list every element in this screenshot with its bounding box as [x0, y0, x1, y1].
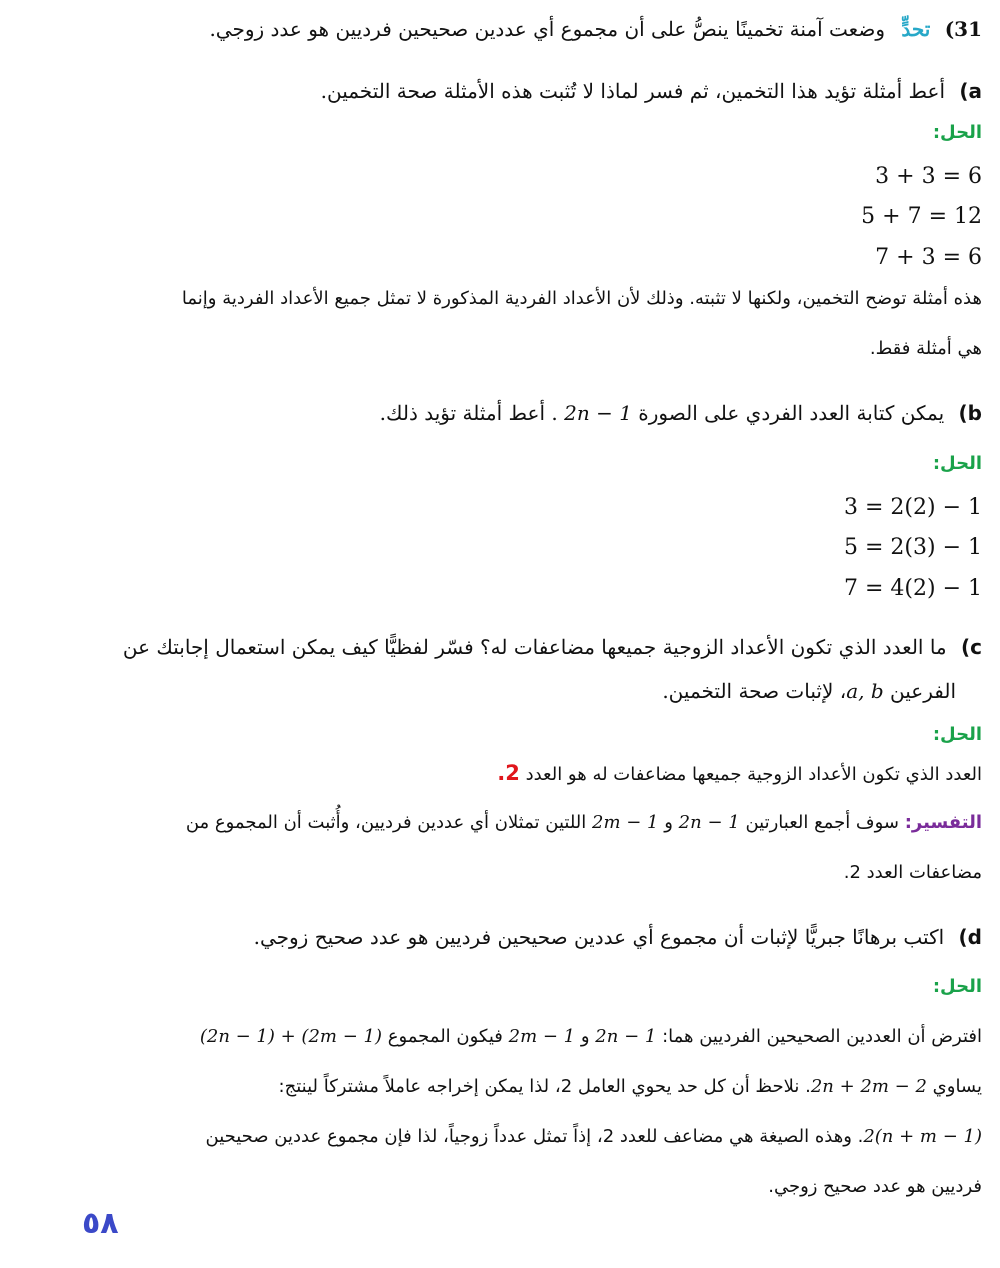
part-d-line-1-and: و: [580, 1026, 590, 1047]
part-a-equation-3: 7 + 3 = 6: [875, 245, 982, 270]
part-a-equation-2: 5 + 7 = 12: [861, 204, 982, 229]
part-c-line-2-expression: a, b: [846, 679, 884, 703]
part-a-explanation-line-2: هي أمثلة فقط.: [869, 338, 982, 359]
part-d-line-1-expression-2: 2m − 1: [508, 1026, 576, 1047]
part-c-expl-part-2: اللتين تمثلان أي عددين فرديين، وأُثبت أن المجموع من: [185, 812, 587, 833]
part-b-prompt: [380, 398, 982, 428]
part-b-letter: b): [958, 401, 982, 425]
part-d-text: اكتب برهانًا جبريًّا لإثبات أن مجموع أي عددين صحيحين فرديين هو عدد صحيح زوجي.: [253, 925, 945, 949]
part-a-prompt: [321, 76, 982, 106]
part-a-letter: a): [959, 79, 982, 103]
challenge-tag: تحدٍّ: [901, 17, 931, 41]
part-d-line-1-text-2: فيكون المجموع: [387, 1026, 503, 1047]
part-d-line-2-text-1: يساوي: [932, 1076, 982, 1097]
part-c-solution-label: الحل:: [932, 724, 982, 745]
part-c-expl-expression-1: 2n − 1: [678, 812, 740, 833]
part-c-expl-expression-2: 2m − 1: [592, 812, 659, 833]
part-d-letter: d): [958, 925, 982, 949]
part-a-text: أعط أمثلة تؤيد هذا التخمين، ثم فسر لماذا لا تُثبت هذه الأمثلة صحة التخمين.: [320, 79, 945, 103]
part-c-line-1: ما العدد الذي تكون الأعداد الزوجية جميعها مضاعفات له؟ فسّر لفظيًّا كيف يمكن استعمال إجابتك عن: [122, 635, 947, 659]
part-a-equation-1: 3 + 3 = 6: [875, 164, 982, 189]
part-c-prompt-line-1: [123, 632, 982, 662]
part-b-equation-3: 7 = 4(2) − 1: [844, 576, 982, 601]
part-d-line-3: [206, 1122, 983, 1152]
part-d-prompt: [254, 922, 982, 952]
part-d-line-2: [279, 1072, 982, 1102]
part-c-answer-text: العدد الذي تكون الأعداد الزوجية جميعها مضاعفات له هو العدد: [525, 764, 982, 785]
part-d-line-4: فرديين هو عدد صحيح زوجي.: [768, 1176, 982, 1197]
part-b-text-after: . أعط أمثلة تؤيد ذلك.: [379, 401, 558, 425]
part-c-expl-part-1: سوف أجمع العبارتين: [745, 812, 899, 833]
part-b-equation-2: 5 = 2(3) − 1: [844, 535, 982, 560]
part-c-letter: c): [961, 635, 982, 659]
part-c-expl-and: و: [664, 812, 673, 833]
page-number: ٥٨: [82, 1206, 119, 1241]
part-b-equation-1: 3 = 2(2) − 1: [844, 495, 982, 520]
part-c-line-2-before: الفرعين: [890, 679, 956, 703]
part-d-line-1-text-1: افترض أن العددين الصحيحين الفرديين هما:: [662, 1026, 982, 1047]
part-a-explanation-line-1: هذه أمثلة توضح التخمين، ولكنها لا تثبته. وذلك لأن الأعداد الفردية المذكورة لا تمثل جميع الأعداد الفردية وإنما: [181, 288, 982, 309]
part-c-explanation-line-2: مضاعفات العدد 2.: [843, 862, 982, 883]
part-c-answer-value: 2.: [497, 761, 520, 785]
part-d-line-2-expression: 2n + 2m − 2: [810, 1076, 927, 1097]
part-d-line-3-expression: 2(n + m − 1): [863, 1126, 982, 1147]
part-b-text-before: يمكن كتابة العدد الفردي على الصورة: [638, 401, 945, 425]
part-d-solution-label: الحل:: [932, 976, 982, 997]
question-text: وضعت آمنة تخمينًا ينصُّ على أن مجموع أي عددين صحيحين فرديين هو عدد زوجي.: [209, 17, 885, 41]
question-31: [209, 14, 982, 44]
part-d-line-2-text-2: . نلاحظ أن كل حد يحوي العامل 2، لذا يمكن إخراجه عاملاً مشتركاً لينتج:: [278, 1076, 811, 1097]
part-b-solution-label: الحل:: [932, 453, 982, 474]
part-d-line-1: [200, 1022, 982, 1052]
question-number: 31): [944, 17, 982, 41]
part-c-explanation-line-1: [186, 808, 982, 838]
part-a-solution-label: الحل:: [932, 122, 982, 143]
part-d-line-3-text: . وهذه الصيغة هي مضاعف للعدد 2، إذاً تمثل عدداً زوجياً، لذا فإن مجموع عددين صحيحين: [205, 1126, 864, 1147]
part-b-expression: 2n − 1: [564, 401, 632, 425]
part-c-answer: [497, 758, 982, 790]
part-c-prompt-line-2: [662, 676, 956, 706]
part-d-line-1-expression-3: (2n − 1) + (2m − 1): [199, 1026, 382, 1047]
part-c-explanation-label: التفسير:: [904, 812, 982, 833]
part-d-line-1-expression-1: 2n − 1: [595, 1026, 657, 1047]
part-c-line-2-after: ، لإثبات صحة التخمين.: [662, 679, 847, 703]
